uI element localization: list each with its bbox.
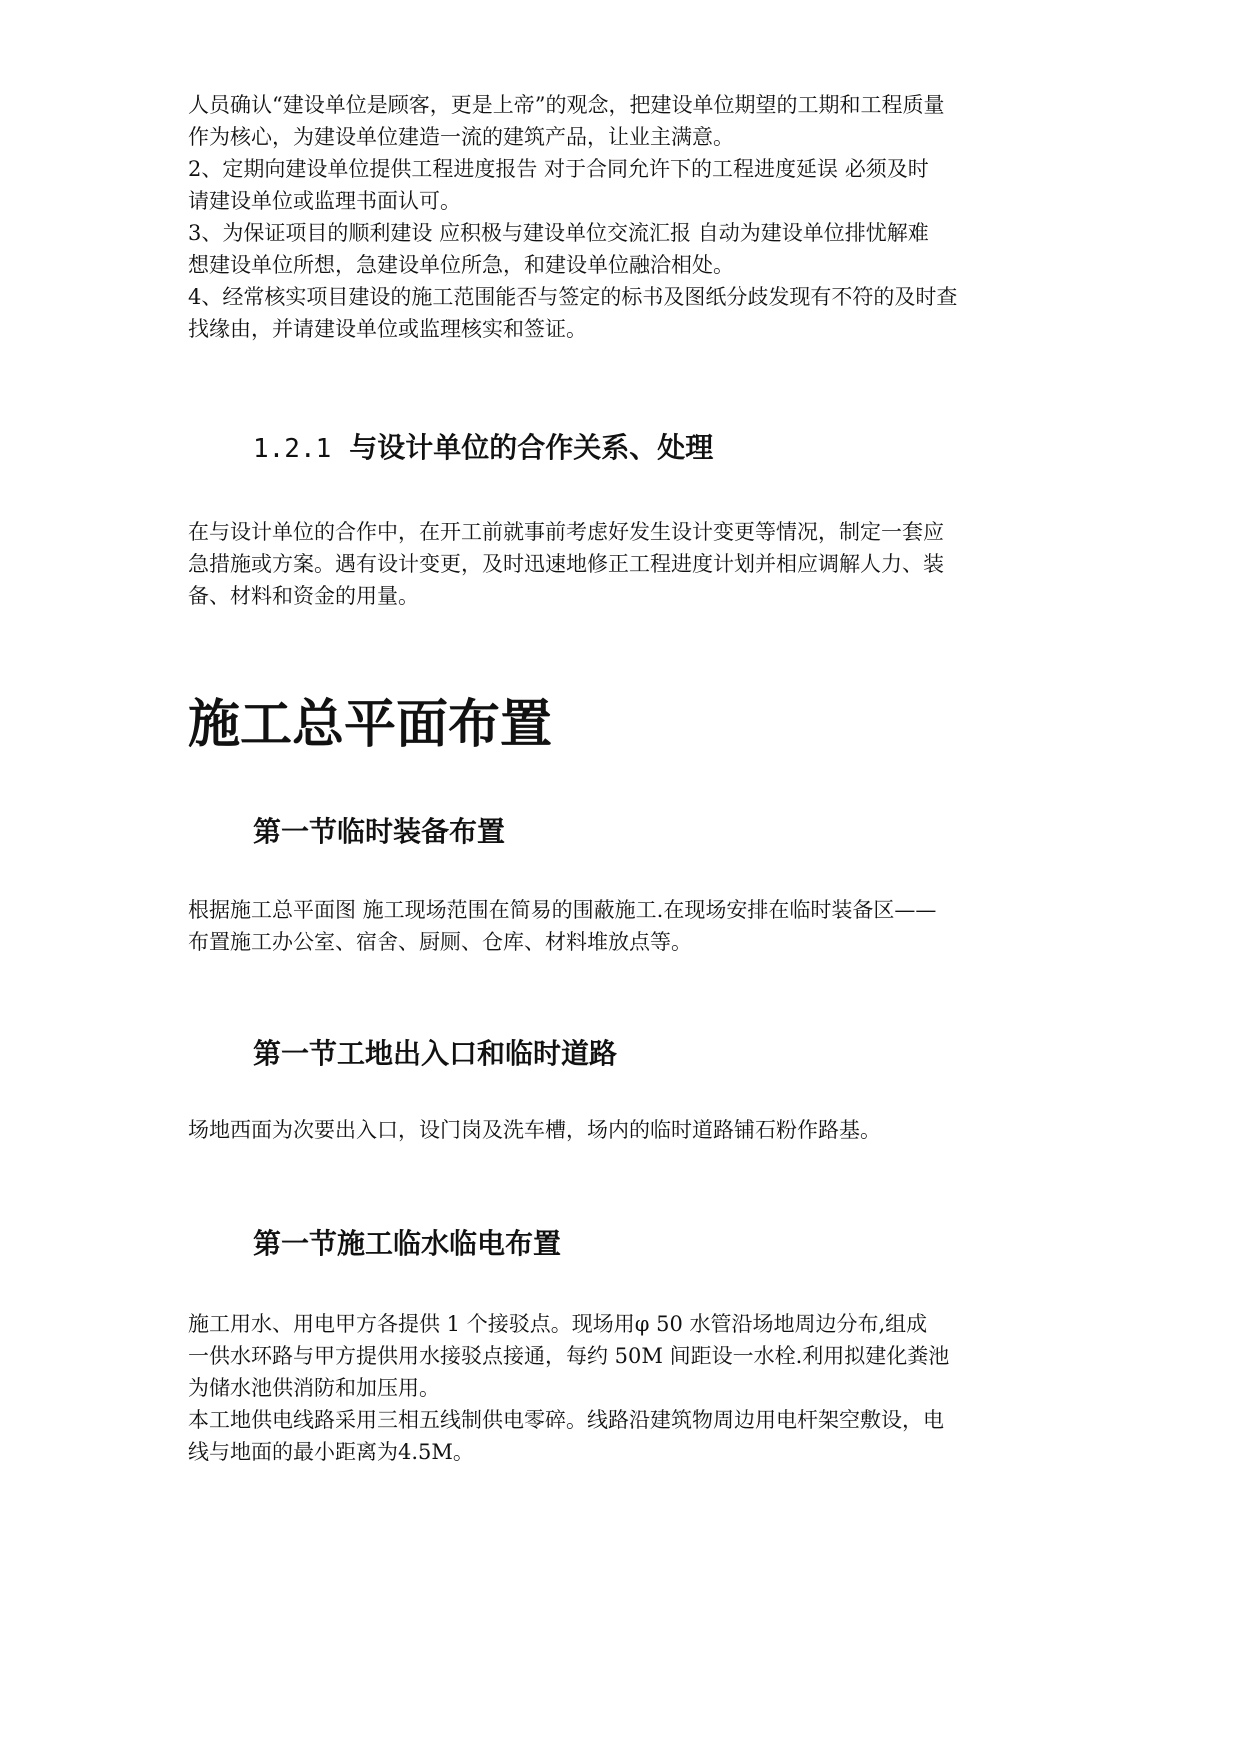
section-heading-site-entrance: 第一节工地出入口和临时道路: [253, 1037, 618, 1070]
text-line: 本工地供电线路采用三相五线制供电零碎。线路沿建筑物周边用电杆架空敷设，电: [188, 1408, 944, 1432]
text-line: 根据施工总平面图 施工现场范围在简易的围蔽施工.在现场安排在临时装备区——: [188, 898, 937, 922]
text-line: 线与地面的最小距离为4.5M。: [188, 1440, 474, 1464]
text-line: 急措施或方案。遇有设计变更，及时迅速地修正工程进度计划并相应调解人力、装: [188, 552, 944, 576]
text-line: 备、材料和资金的用量。: [188, 584, 419, 608]
text-line: 找缘由，并请建设单位或监理核实和签证。: [188, 317, 587, 341]
text-line: 4、经常核实项目建设的施工范围能否与签定的标书及图纸分歧发现有不符的及时查: [188, 285, 958, 309]
paragraph-site-entrance: [188, 1114, 1100, 1146]
section-heading-temporary-equipment: 第一节临时装备布置: [253, 815, 506, 848]
section-title: 与设计单位的合作关系、处理: [349, 431, 714, 464]
text-line: 布置施工办公室、宿舍、厨厕、仓库、材料堆放点等。: [188, 930, 692, 954]
text-line: 请建设单位或监理书面认可。: [188, 189, 461, 213]
text-line: 作为核心，为建设单位建造一流的建筑产品，让业主满意。: [188, 125, 734, 149]
section-heading-water-power: 第一节施工临水临电布置: [253, 1227, 562, 1260]
paragraph-water-power: [188, 1308, 1100, 1468]
section-number: 1.2.1: [253, 434, 332, 464]
chapter-title: 施工总平面布置: [188, 694, 553, 755]
text-line: 想建设单位所想，急建设单位所急，和建设单位融洽相处。: [188, 253, 734, 277]
text-line: 为储水池供消防和加压用。: [188, 1376, 440, 1400]
paragraph-temporary-equipment: [188, 894, 1100, 958]
paragraph-customer-service: [188, 89, 1100, 345]
text-line: 施工用水、用电甲方各提供 1 个接驳点。现场用φ 50 水管沿场地周边分布,组成: [188, 1312, 928, 1336]
text-line: 人员确认“建设单位是顾客，更是上帝”的观念，把建设单位期望的工期和工程质量: [188, 93, 945, 117]
text-line: 2、定期向建设单位提供工程进度报告 对于合同允许下的工程进度延误 必须及时: [188, 157, 929, 181]
text-line: 场地西面为次要出入口，设门岗及洗车槽，场内的临时道路铺石粉作路基。: [188, 1118, 881, 1142]
paragraph-design-cooperation: [188, 516, 1100, 612]
section-heading-1-2-1: [253, 428, 713, 469]
text-line: 在与设计单位的合作中，在开工前就事前考虑好发生设计变更等情况，制定一套应: [188, 520, 944, 544]
text-line: 3、为保证项目的顺利建设 应积极与建设单位交流汇报 自动为建设单位排忧解难: [188, 221, 929, 245]
text-line: 一供水环路与甲方提供用水接驳点接通，每约 50M 间距设一水栓.利用拟建化粪池: [188, 1344, 950, 1368]
